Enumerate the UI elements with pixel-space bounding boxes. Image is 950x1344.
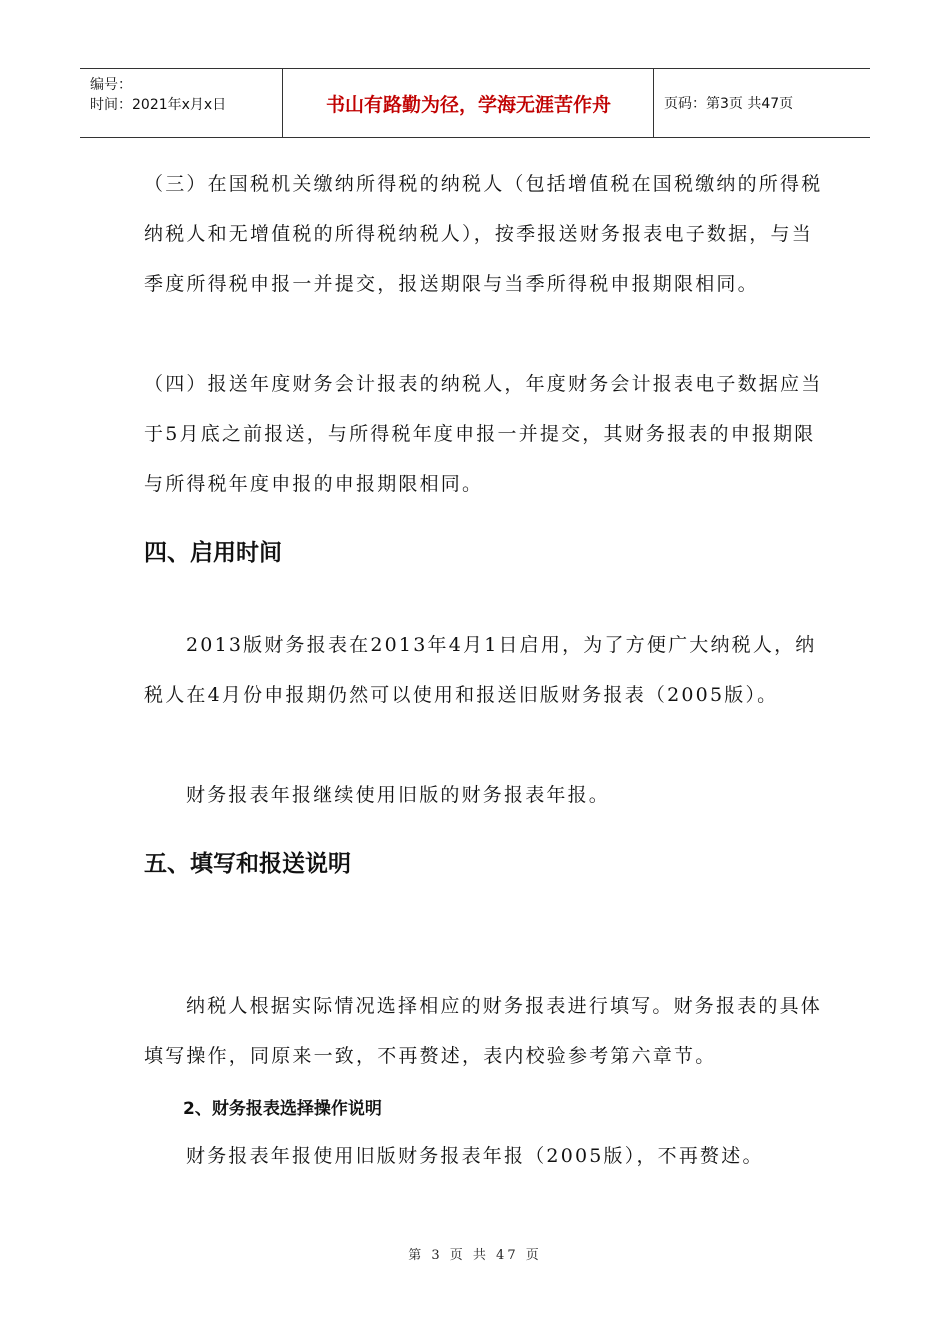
sub-heading-2: 2、财务报表选择操作说明 <box>183 1099 382 1119</box>
paragraph-item-4: （四）报送年度财务会计报表的纳税人，年度财务会计报表电子数据应当于5月底之前报送，与所得税年度申报一并提交，其财务报表的申报期限与所得税年度申报的申报期限相同。 <box>144 373 823 495</box>
header-meta <box>90 75 226 115</box>
section-heading-4: 四、启用时间 <box>144 540 282 566</box>
header-divider <box>282 69 283 137</box>
page-footer: 第 3 页 共 47 页 <box>408 1248 542 1263</box>
section-heading-5: 五、填写和报送说明 <box>144 851 351 877</box>
header-divider <box>653 69 654 137</box>
paragraph-annual-report: 财务报表年报继续使用旧版的财务报表年报。 <box>186 784 611 806</box>
paragraph-start-date: 2013版财务报表在2013年4月1日启用，为了方便广大纳税人，纳税人在4月份申报期仍然可以使用和报送旧版财务报表（2005版）。 <box>144 634 817 706</box>
paragraph-fill-instructions: 纳税人根据实际情况选择相应的财务报表进行填写。财务报表的具体填写操作，同原来一致，不再赘述，表内校验参考第六章节。 <box>144 995 823 1067</box>
paragraph-item-3: （三）在国税机关缴纳所得税的纳税人（包括增值税在国税缴纳的所得税纳税人和无增值税的所得税纳税人），按季报送财务报表电子数据，与当季度所得税申报一并提交，报送期限与当季所得税申报期限相同。 <box>144 173 823 295</box>
page-header <box>80 68 870 138</box>
document-time-label: 时间：2021年x月x日 <box>90 97 227 113</box>
header-motto: 书山有路勤为径，学海无涯苦作舟 <box>325 93 611 116</box>
paragraph-selection-instructions: 财务报表年报使用旧版财务报表年报（2005版），不再赘述。 <box>186 1145 764 1167</box>
header-page-label: 页码：第3页 共47页 <box>664 96 794 112</box>
document-number-label: 编号： <box>90 77 132 93</box>
